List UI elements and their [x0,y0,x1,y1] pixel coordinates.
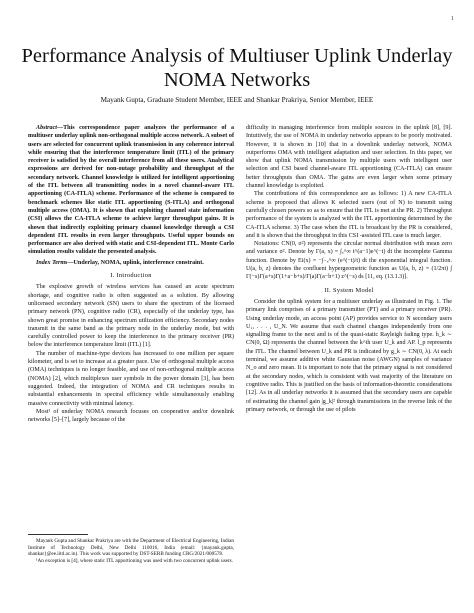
index-terms-text: —Underlay, NOMA, uplink, interference constraint. [67,259,204,266]
intro-paragraph-2: The number of machine-type devices has increased to one million per square kilometer, and is set to increase at a greater pace. Use of orthogonal multiple access (OMA) techniques is no longer feasible, and use of non-orthogonal multiple access (NOMA) [2], which multiplexes user symbols in the power domain [3], has been suggested. Indeed, the integration of NOMA and CR techniques results in substantial enhancements in spectral efficiency while simultaneously enabling massive connectivity with minimal latency. [28,350,234,407]
index-terms-label: Index Terms [36,259,68,266]
intro-paragraph-3: Most¹ of underlay NOMA research focuses on cooperative and/or downlink networks [5]–[7], largely because of the [28,408,234,424]
system-model-paragraph: Consider the uplink system for a multiuser underlay as illustrated in Fig. 1. The primary link comprises of a primary transmitter (PT) and a primary receiver (PR). Using underlay mode, an access point (AP) provides service to N secondary users U₁, . . . , U_N. We assume that each channel changes independently from one signalling frame to the next and is of the quasi-static Rayleigh fading type. h_k ∼ CN(0, Ω) represents the channel between the k^th user U_k and AP. l_p represents the ITL. The channel between U_k and PR is indicated by g_k ∼ CN(0, λ). At each terminal, we assume additive white Gaussian noise (AWGN) samples of variance N_o and zero mean. It is important to note that the primary signal is not considered at the secondary nodes, which is consistent with vast majority of the literature on cognitive radio. This is justified on the basis of information-theoretic considerations [12]. As in all underlay networks it is assumed that the secondary users are capable of estimating the channel gain |g_k|² through transmissions in the reverse link of the primary network, or through the use of pilots [246,298,452,413]
page-number: 1 [451,16,454,22]
abstract [28,124,234,257]
affiliation-footnote: Mayank Gupta and Shankar Prakriya are with the Department of Electrical Engineering, Indian Institute of Technology Delhi, New Delhi 110016, India (email: {mayank.gupta, shankar}@ee.iitd.ac.in). This work was supported by DST-SERB funding CRG/2021/000578. [28,538,234,558]
section-heading-system-model: II. System Model [324,286,374,294]
left-column [28,124,234,424]
footnote-1: ¹An exception is [4], where static ITL apportioning was used with two concurrent uplink users. [36,557,233,564]
right-column [246,124,452,414]
index-terms [28,259,234,267]
abstract-label: Abstract— [36,125,64,131]
section-heading-introduction: I. Introduction [110,272,152,280]
intro-paragraph-1: The explosive growth of wireless services has caused an acute spectrum shortage, and cognitive radio is often suggested as a solution. By allowing unlicensed secondary network (SN) users to share the spectrum of the licensed primary network (PN), cognitive radio (CR), especially of the underlay type, has shown great promise in enhancing spectrum utilization efficiency. Secondary nodes transmit in the same band as the primary node in the underlay mode, but with carefully controlled power to keep the interference to the primary receiver (PR) below the interference temperature limit (ITL) [1]. [28,284,234,349]
paper-title: Performance Analysis of Multiuser Uplink Underlay NOMA Networks [21,45,453,91]
footnotes [28,534,234,564]
author-line: Mayank Gupta, Graduate Student Member, IEEE and Shankar Prakriya, Senior Member, IEEE [100,96,374,104]
contributions-paragraph: The contributions of this correspondence are as follows: 1) A new CA-ITLA scheme is proposed that allows K selected users (out of N) to transmit using carefully chosen powers so as to ensure that the ITL is met at the PR. 2) Throughput performance of the system is analyzed with the ITL apportioning determined by the CA-ITLA scheme. 3) The case when the ITL is broadcast by the PR is considered, and it is shown that the throughput in this CSI -assisted ITL case is much larger. [246,191,452,239]
footnote-rule [28,534,88,535]
notations-paragraph: Notations: CN(0, σ²) represents the circular normal distribution with mean zero and variance σ². Denote by Γ(a, x) = ∫ₓ^∞ t^(a−1)e^(−t) dt the incomplete Gamma function. Denote by Ei(x) = −∫₋ₓ^∞ (e^(−t)/t) dt the exponential integral function. U(a, b, z) denotes the confluent hypergeometric function as U(a, b, z) = (1/2πi) ∫ Γ(−s)Γ(a+s)Γ(1+a−b+s)/Γ(a)Γ(a−b+1) z^(−s) ds [11, eq. (13.1.3)]. [246,241,452,281]
right-paragraph-1: difficulty in managing interference from multiple sources in the uplink [8], [9]. Intuitively, the use of NOMA in underlay networks appears to be poorly motivated. However, it is shown in [10] that in a downlink underlay network, NOMA outperforms OMA with intelligent adaptation and user selection. In this paper, we show that uplink NOMA transmission by multiple users with intelligent user selection and CSI based channel-aware ITL apportioning (CA-ITLA) can ensure better throughputs than OMA. The gains are even larger when some primary channel knowledge is exploited. [246,125,452,190]
abstract-text: This correspondence paper analyzes the performance of a multiuser underlay uplink non-orthogonal multiple access network. A subset of users are selected for concurrent uplink transmission in any coherence interval while ensuring that the interference temperature limit (ITL) of the primary receiver is satisfied by the overall interference from all these users. Analytical expressions are derived for non-outage probability and throughput of the secondary network. Channel knowledge is utilized for intelligent apportioning of the ITL between all transmitting nodes in a novel channel-aware ITL apportioning (CA-ITLA) scheme. Performance of the scheme is compared to benchmark schemes like static ITL apportioning (S-ITLA) and orthogonal multiple access (OMA). It is shown that exploiting channel state information (CSI) allows the CA-ITLA scheme to achieve larger throughput gains. It is shown that indirectly exploiting primary channel knowledge through a CSI dependent ITL results in even larger throughputs. Useful upper bounds on performance are also derived with static and CSI-dependent ITL. Monte Carlo simulation results validate the presented analysis. [28,125,234,256]
